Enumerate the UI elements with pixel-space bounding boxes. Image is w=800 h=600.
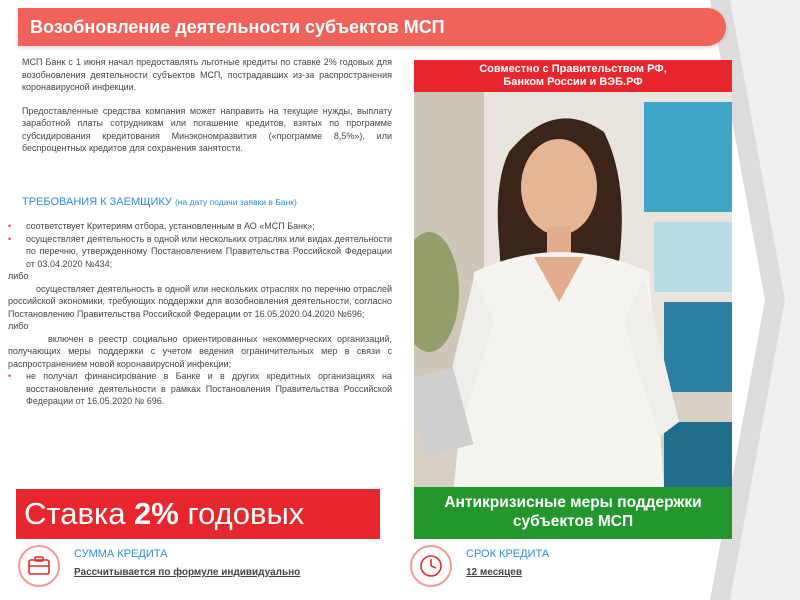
- partner-line-2: Банком России и ВЭБ.РФ: [503, 76, 643, 88]
- rate-prefix: Ставка: [24, 496, 135, 531]
- loan-amount-label: СУММА КРЕДИТА: [74, 548, 168, 560]
- title-banner: [18, 8, 726, 46]
- loan-term-block: [410, 542, 730, 592]
- or-label: либо: [8, 271, 29, 281]
- loan-term-label: СРОК КРЕДИТА: [466, 548, 550, 560]
- intro-paragraph-1: МСП Банк с 1 июня начал предоставлять льготные кредиты по ставке 2% годовых для возобновления деятельности субъектов МСП, пострадавших из-за распространения коронавирусной инфекции.: [22, 57, 392, 92]
- requirements-title: ТРЕБОВАНИЯ К ЗАЕМЩИКУ: [22, 196, 172, 208]
- partner-banner: [414, 60, 732, 92]
- list-item: осуществляет деятельность в одной или нескольких отраслях по перечню отраслей российской экономики, требующих поддержки для возобновления деятельности, согласно Постановлению Правительства Российской Федерации от 16.05.2020.04.2020 №696;: [8, 283, 392, 319]
- or-label: либо: [8, 321, 29, 331]
- support-banner: [414, 487, 732, 539]
- rate-value: 2%: [134, 496, 179, 531]
- list-item: включен в реестр социально ориентированных некоммерческих организаций, получающих меры поддержки с учетом ведения ограничительных мер в связи с распространением новой коронавирусной инфекции;: [8, 333, 392, 369]
- page-title: Возобновление деятельности субъектов МСП: [30, 17, 445, 37]
- woman-photo: [414, 92, 732, 487]
- requirements-list: [8, 220, 392, 408]
- partner-line-1: Совместно с Правительством РФ,: [479, 63, 667, 75]
- support-line-2: субъектов МСП: [512, 513, 634, 530]
- intro-text: [22, 56, 392, 155]
- loan-term-value: 12 месяцев: [466, 567, 522, 578]
- list-item: • не получал финансирование в Банке и в других кредитных организациях на восстановление деятельности в рамках Постановления Правительства Российской Федерации от 16.05.2020 № 696.: [8, 370, 392, 408]
- rate-banner: [16, 489, 380, 539]
- requirements-heading: [22, 196, 297, 208]
- list-item: • соответствует Критериям отбора, установленным в АО «МСП Банк»;: [8, 220, 392, 233]
- clock-icon: [410, 545, 452, 587]
- list-item: • осуществляет деятельность в одной или нескольких отраслях или видах деятельности по перечню, утвержденному Постановлением Правительства Российской Федерации от 03.04.2020 №434;: [8, 233, 392, 271]
- loan-amount-block: [18, 542, 398, 592]
- loan-amount-value: Рассчитывается по формуле индивидуально: [74, 567, 301, 578]
- rate-suffix: годовых: [178, 496, 305, 531]
- requirements-note: (на дату подачи заявки в Банк): [174, 197, 297, 207]
- intro-paragraph-2: Предоставленные средства компания может направить на текущие нужды, выплату заработной платы сотрудникам или погашение кредитов, взятых по программе субсидирования кредитования Минэкономразвития («программе 8,5%»), или беспроцентных кредитов для сохранения занятости.: [22, 105, 392, 153]
- support-line-1: Антикризисные меры поддержки: [444, 494, 702, 511]
- briefcase-icon: [18, 545, 60, 587]
